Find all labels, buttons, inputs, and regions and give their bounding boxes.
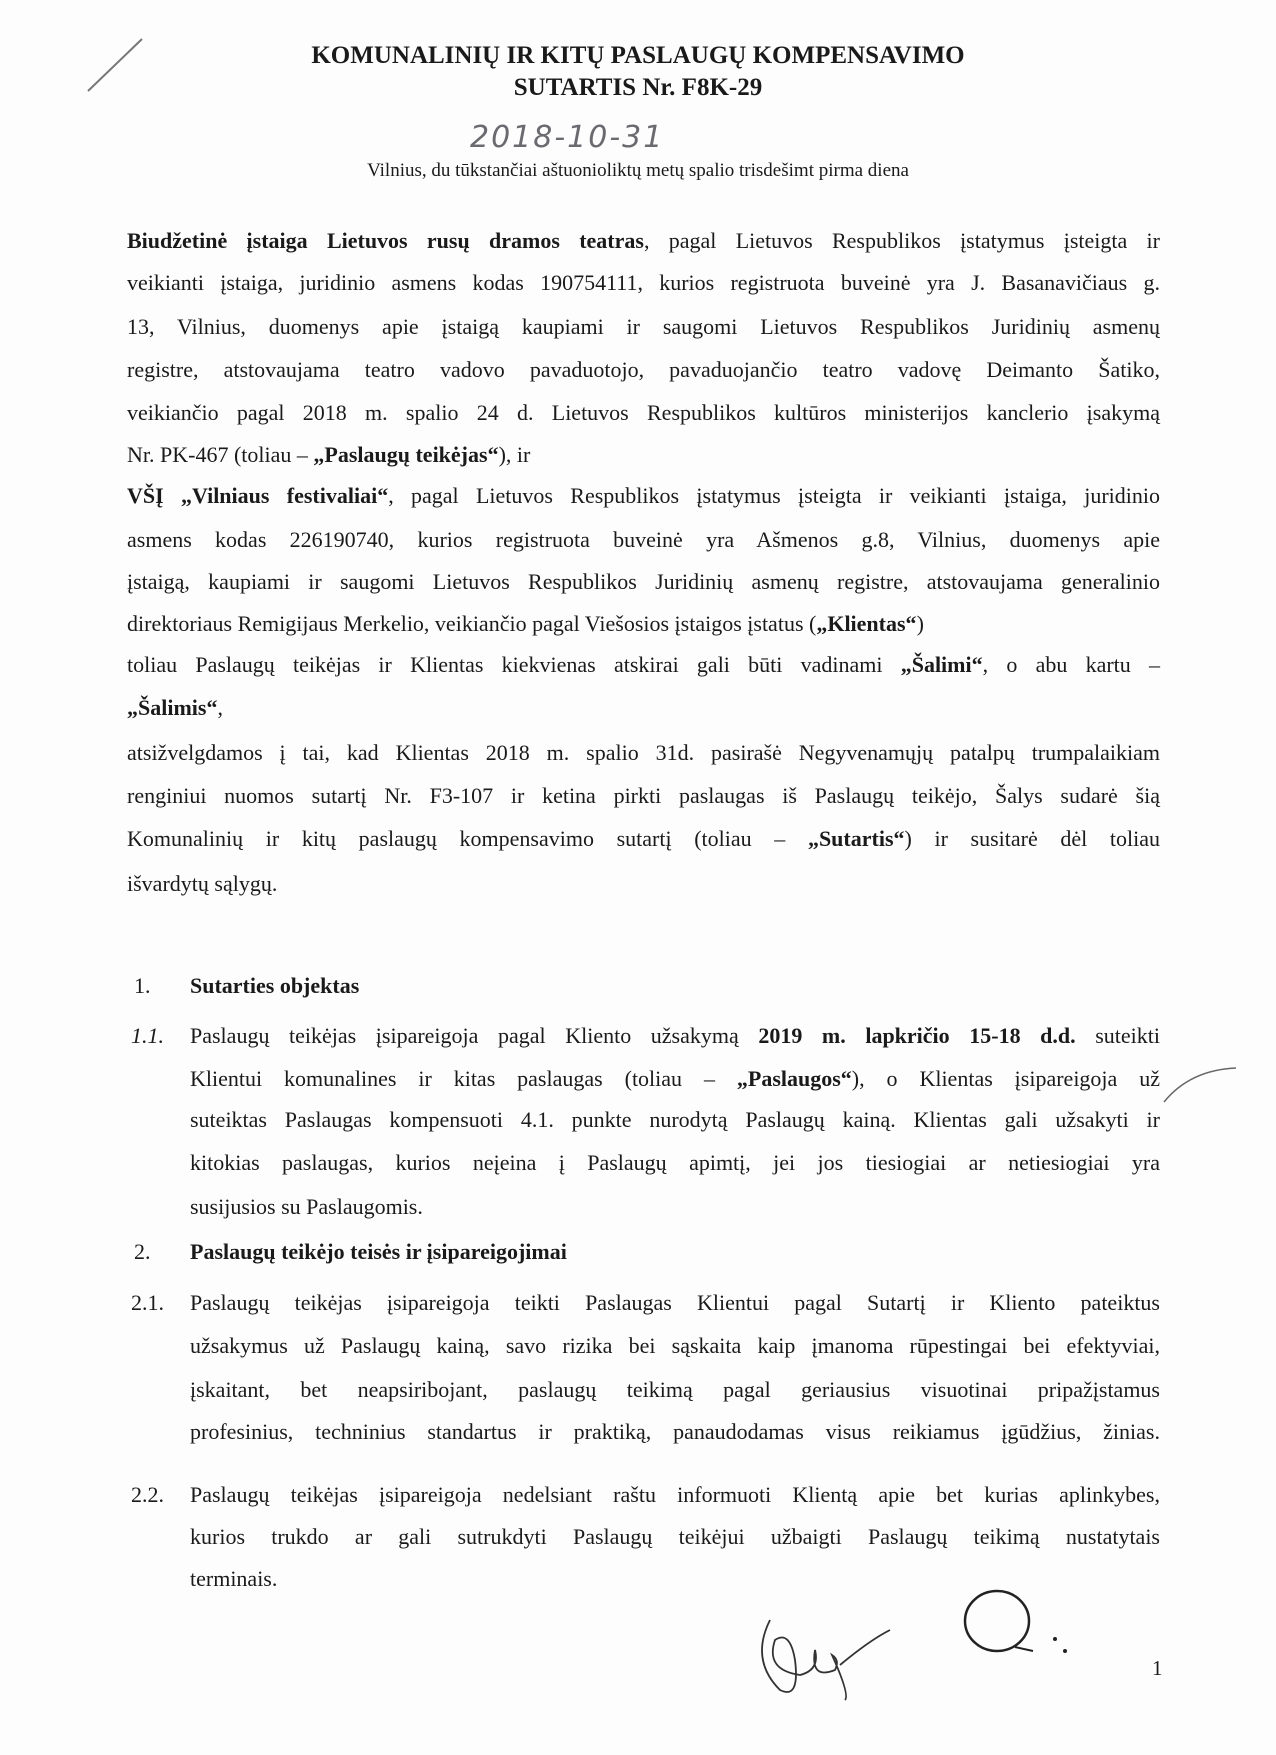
text-run: , pagal Lietuvos Respublikos įstatymus įsteigta ir xyxy=(643,228,1160,253)
text-run: Nr. PK-467 (toliau – xyxy=(127,442,314,467)
clause-number: 2.2. xyxy=(131,1482,164,1507)
bold-text: „Klientas“ xyxy=(816,611,917,636)
text-line xyxy=(127,483,1160,509)
text-run: veikianti įstaiga, juridinio asmens kodas 190754111, kurios registruota buveinė yra J. Basanavičiaus g. xyxy=(127,270,1160,295)
clause-number: 2.1. xyxy=(131,1290,164,1315)
section-number: 2. xyxy=(134,1239,151,1264)
text-line xyxy=(190,1524,1160,1550)
text-line xyxy=(190,1566,277,1592)
text-run: užsakymus už Paslaugų kainą, savo rizika bei sąskaita kaip įmanoma rūpestingai bei efektyviai, xyxy=(190,1333,1160,1358)
text-run: , pagal Lietuvos Respublikos įstatymus įsteigta ir veikianti įstaiga, juridinio xyxy=(388,483,1160,508)
text-line xyxy=(127,695,223,721)
text-line xyxy=(127,357,1160,383)
text-run: asmens kodas 226190740, kurios registruota buveinė yra Ašmenos g.8, Vilnius, duomenys apie xyxy=(127,527,1160,552)
text-line xyxy=(127,442,530,468)
bold-text: Biudžetinė įstaiga Lietuvos rusų dramos teatras xyxy=(127,228,644,253)
text-run: Paslaugų teikėjas įsipareigoja teikti Paslaugas Klientui pagal Sutartį ir Kliento pateiktus xyxy=(190,1290,1160,1315)
text-line xyxy=(127,400,1160,426)
text-run: susijusios su Paslaugomis. xyxy=(190,1194,423,1219)
text-line xyxy=(190,1290,1160,1316)
bold-text: VŠĮ „Vilniaus festivaliai“ xyxy=(127,483,389,508)
text-run: ), ir xyxy=(498,442,531,467)
text-line xyxy=(190,1377,1160,1403)
text-line xyxy=(190,1419,1160,1445)
title-line-1: KOMUNALINIŲ IR KITŲ PASLAUGŲ KOMPENSAVIMO xyxy=(311,42,965,69)
clause-number: 1.1. xyxy=(131,1023,164,1048)
bold-text: „Paslaugų teikėjas“ xyxy=(313,442,499,467)
text-run: suteiktas Paslaugas kompensuoti 4.1. punkte nurodytą Paslaugų kainą. Klientas gali užsakyti ir xyxy=(190,1107,1160,1132)
text-run: ) xyxy=(916,611,924,636)
text-run: terminais. xyxy=(190,1566,278,1591)
text-run: Komunalinių ir kitų paslaugų kompensavimo sutartį (toliau – xyxy=(127,826,808,851)
text-run: registre, atstovaujama teatro vadovo pavaduotojo, pavaduojančio teatro vadovę Deimanto Šatiko, xyxy=(127,357,1160,382)
text-line xyxy=(190,1023,1160,1049)
text-run: direktoriaus Remigijaus Merkelio, veikiančio pagal Viešosios įstaigos įstatus ( xyxy=(127,611,817,636)
text-run: , o abu kartu – xyxy=(982,652,1160,677)
text-run: suteikti xyxy=(1075,1023,1160,1048)
text-run: išvardytų sąlygų. xyxy=(127,871,278,896)
text-run: toliau Paslaugų teikėjas ir Klientas kiekvienas atskirai gali būti vadinami xyxy=(127,652,901,677)
text-run: įstaigą, kaupiami ir saugomi Lietuvos Respublikos Juridinių asmenų registre, atstovaujama generalinio xyxy=(127,569,1160,594)
text-run: ), o Klientas įsipareigoja už xyxy=(851,1066,1160,1091)
text-line xyxy=(127,611,924,637)
text-line xyxy=(127,228,1160,254)
bold-text: „Šalimi“ xyxy=(900,652,983,677)
bold-text: 2019 m. lapkričio 15-18 d.d. xyxy=(758,1023,1076,1048)
margin-pen-mark xyxy=(1160,1060,1240,1110)
text-line xyxy=(127,740,1160,766)
text-run: Paslaugų teikėjas įsipareigoja nedelsiant raštu informuoti Klientą apie bet kurias aplinkybes, xyxy=(190,1482,1160,1507)
text-line xyxy=(127,783,1160,809)
text-run: kitokias paslaugas, kurios neįeina į Paslaugų apimtį, jei jos tiesiogiai ar netiesiogiai yra xyxy=(190,1150,1160,1175)
text-run: kurios trukdo ar gali sutrukdyti Paslaugų teikėjui užbaigti Paslaugų teikimą nustatytais xyxy=(190,1524,1160,1549)
text-line xyxy=(190,1239,567,1265)
text-line xyxy=(127,270,1160,296)
handwritten-date: 2018-10-31 xyxy=(470,120,665,155)
bold-text: „Sutartis“ xyxy=(807,826,905,851)
bold-text: „Šalimis“ xyxy=(127,695,218,720)
signature-2 xyxy=(955,1585,1085,1665)
place-and-date: Vilnius, du tūkstančiai aštuonioliktų metų spalio trisdešimt pirma diena xyxy=(367,160,909,181)
bold-text: Paslaugų teikėjo teisės ir įsipareigojimai xyxy=(190,1239,567,1264)
text-line xyxy=(190,1482,1160,1508)
text-run: atsižvelgdamos į tai, kad Klientas 2018 m. spalio 31d. pasirašė Negyvenamųjų patalpų trumpalaikiam xyxy=(127,740,1160,765)
text-run: ) ir susitarė dėl toliau xyxy=(904,826,1161,851)
bold-text: Sutarties objektas xyxy=(190,973,360,998)
text-line xyxy=(127,314,1160,340)
text-run: Paslaugų teikėjas įsipareigoja pagal Kliento užsakymą xyxy=(190,1023,759,1048)
text-line xyxy=(127,527,1160,553)
page-number: 1 xyxy=(1152,1656,1163,1680)
text-line xyxy=(190,1333,1160,1359)
text-line xyxy=(190,1107,1160,1133)
text-run: profesinius, techninius standartus ir praktiką, panaudodamas visus reikiamus įgūdžius, žinias. xyxy=(190,1419,1160,1444)
signature-1 xyxy=(740,1600,900,1710)
text-run: 13, Vilnius, duomenys apie įstaigą kaupiami ir saugomi Lietuvos Respublikos Juridinių asmenų xyxy=(127,314,1160,339)
title-line-2: SUTARTIS Nr. F8K-29 xyxy=(513,74,763,101)
section-number: 1. xyxy=(134,973,151,998)
text-line xyxy=(190,1194,423,1220)
text-line xyxy=(190,973,359,999)
text-line xyxy=(127,826,1160,852)
text-line xyxy=(127,871,277,897)
text-line xyxy=(190,1150,1160,1176)
text-run: įskaitant, bet neapsiribojant, paslaugų teikimą pagal geriausius visuotinai pripažįstamus xyxy=(190,1377,1160,1402)
bold-text: „Paslaugos“ xyxy=(736,1066,852,1091)
text-run: , xyxy=(217,695,223,720)
text-run: veikiančio pagal 2018 m. spalio 24 d. Lietuvos Respublikos kultūros ministerijos kanclerio įsakymą xyxy=(127,400,1160,425)
text-line xyxy=(127,652,1160,678)
text-line xyxy=(190,1066,1160,1092)
text-line xyxy=(127,569,1160,595)
text-run: Klientui komunalines ir kitas paslaugas (toliau – xyxy=(190,1066,737,1091)
text-run: renginiui nuomos sutartį Nr. F3-107 ir ketina pirkti paslaugas iš Paslaugų teikėjo, Šalys sudarė šią xyxy=(127,783,1160,808)
